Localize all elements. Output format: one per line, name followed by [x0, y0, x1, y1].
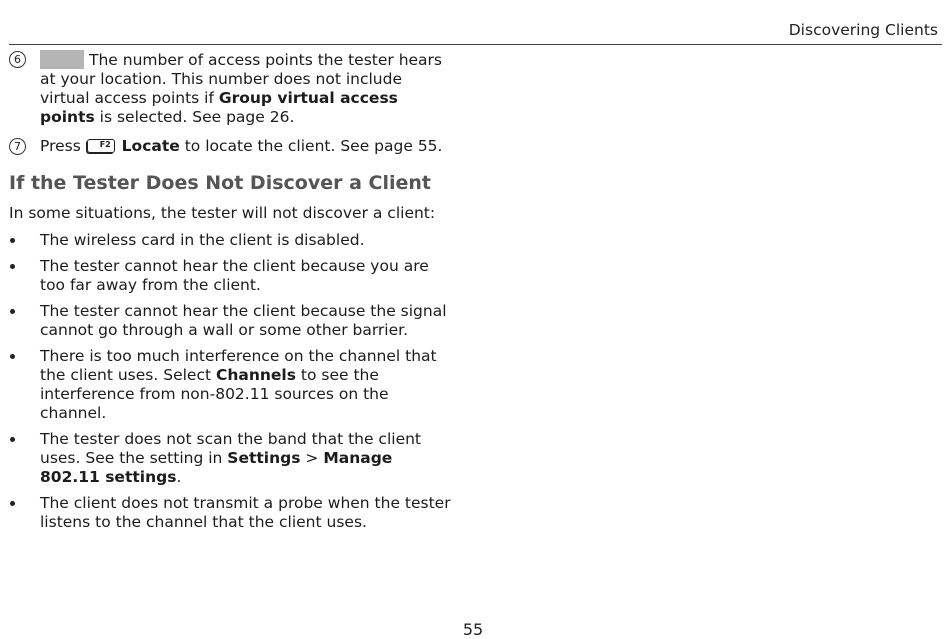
list-item [9, 494, 454, 532]
callout-press-text: Press [40, 137, 81, 155]
list-item [9, 231, 454, 250]
list-item-text: There is too much interference on the channel that the client uses. Select [40, 347, 437, 384]
list-item [9, 430, 454, 487]
list-item-text-after: . [176, 468, 182, 486]
page-header-title: Discovering Clients [788, 21, 938, 39]
bullet-icon [10, 264, 15, 269]
list-item-bold-2: Manage 802.11 settings [40, 449, 393, 486]
section-heading: If the Tester Does Not Discover a Client [9, 172, 431, 194]
bullet-icon [10, 354, 15, 359]
callout-marker: 6 [9, 51, 26, 68]
list-item-text: The tester cannot hear the client because the signal cannot go through a wall or some other barrier. [40, 302, 447, 339]
callout-bold-term: Group virtual access points [40, 89, 398, 126]
callout-item-7 [9, 137, 454, 156]
list-item [9, 302, 454, 340]
callout-text-after: is selected. See page 26. [94, 108, 295, 126]
callout-text-after: to locate the client. See page 55. [179, 137, 443, 155]
list-item-bold: Settings [227, 449, 301, 467]
list-item-text: The tester does not scan the band that the client uses. See the setting in [40, 430, 422, 467]
bullet-icon [10, 309, 15, 314]
page-content [9, 50, 454, 532]
bullet-icon [10, 238, 15, 243]
callout-item-6 [9, 50, 454, 127]
list-item-text-after: to see the interference from non-802.11 sources on the channel. [40, 366, 389, 422]
header-rule [9, 44, 942, 45]
list-item-bold: Channels [215, 366, 296, 384]
f2-key-icon [87, 139, 115, 153]
bullet-icon [10, 501, 15, 506]
list-item-text: The client does not transmit a probe when the tester listens to the channel that the client uses. [40, 494, 451, 531]
callout-marker: 7 [9, 138, 26, 155]
list-item-text: The wireless card in the client is disabled. [40, 231, 365, 249]
f2-key-label: F2 [99, 140, 111, 149]
bullet-icon [10, 437, 15, 442]
list-item-text: The tester cannot hear the client because you are too far away from the client. [40, 257, 429, 294]
list-item [9, 347, 454, 423]
callout-text: The number of access points the tester hears at your location. This number does not include virtual access points if [40, 51, 443, 107]
list-item-separator: > [300, 449, 324, 467]
section-intro: In some situations, the tester will not discover a client: [9, 204, 436, 222]
list-item [9, 257, 454, 295]
access-point-count-field [40, 50, 84, 69]
callout-bold-term: Locate [121, 137, 180, 155]
page-number: 55 [462, 620, 484, 639]
